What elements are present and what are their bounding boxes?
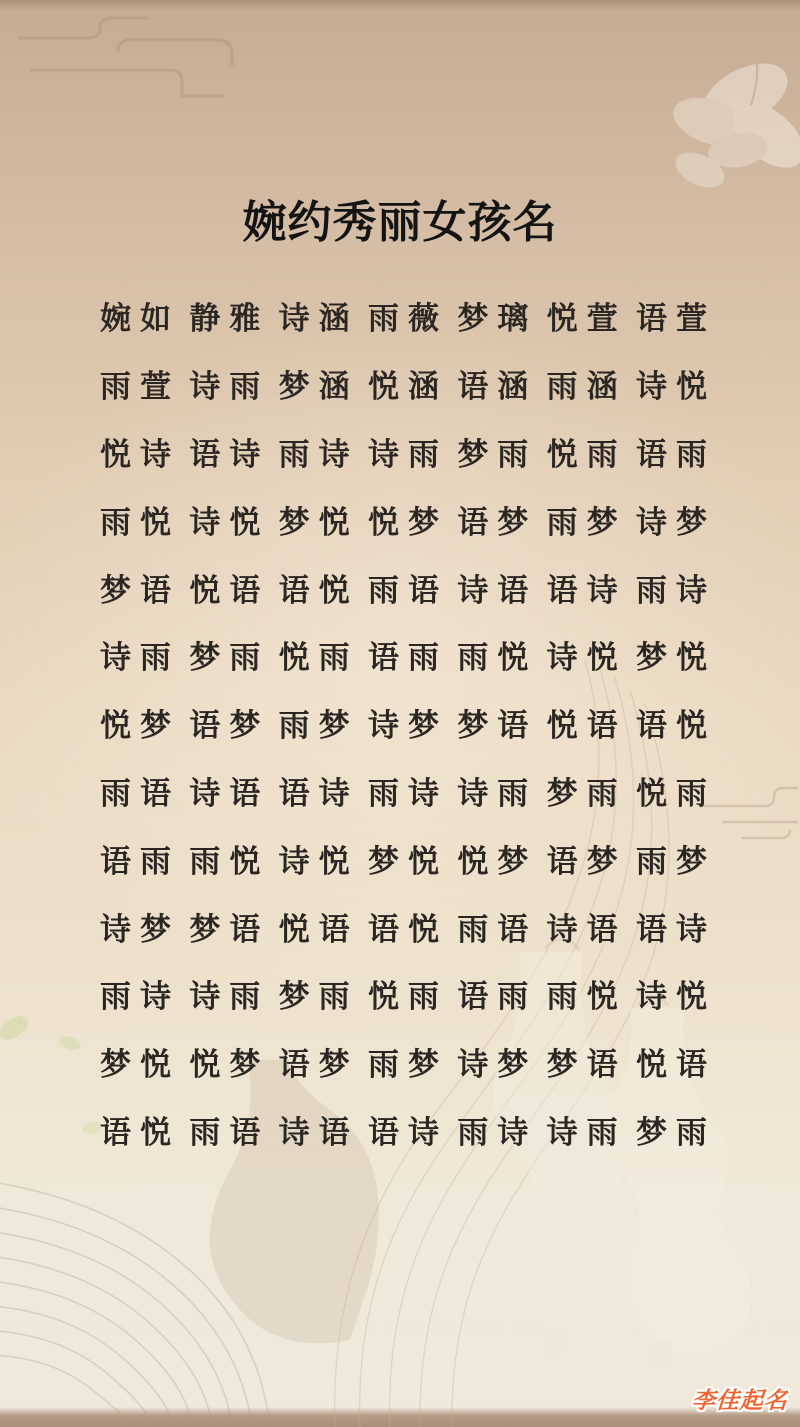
name-item: 梦悦 [100,1047,180,1083]
name-item: 雨萱 [100,369,180,405]
name-item: 梦语 [546,1047,627,1083]
name-item: 悦梦 [100,708,180,744]
name-item: 梦语 [457,708,538,744]
name-item: 雨梦 [367,1047,448,1083]
name-item: 梦语 [100,572,180,608]
name-item: 诗涵 [278,301,359,337]
name-item: 雨涵 [546,369,627,405]
name-item: 悦语 [189,572,270,608]
name-item: 语涵 [457,369,538,405]
name-item: 梦璃 [457,301,538,337]
name-item: 雨语 [189,1114,270,1150]
name-item: 雨梦 [278,708,359,744]
name-item: 语悦 [278,572,359,608]
name-item: 婉如 [100,301,180,337]
name-item: 雨诗 [278,436,359,472]
name-item: 悦雨 [635,775,716,811]
name-item: 雨悦 [546,979,627,1015]
name-item: 雨诗 [635,572,716,608]
leaf-icon [0,1011,103,1136]
name-item: 诗语 [546,911,627,947]
name-row [100,553,716,621]
name-row [100,757,716,825]
name-item: 诗悦 [635,979,716,1015]
name-item: 诗梦 [635,504,716,540]
name-item: 悦雨 [546,436,627,472]
name-item: 悦语 [546,708,627,744]
name-item: 诗雨 [189,979,270,1015]
name-item: 语雨 [457,979,538,1015]
name-item: 悦诗 [100,436,180,472]
name-row [100,282,716,350]
name-item: 语梦 [546,843,627,879]
name-item: 悦梦 [189,1047,270,1083]
name-item: 语诗 [546,572,627,608]
name-item: 语梦 [189,708,270,744]
name-item: 悦梦 [457,843,538,879]
name-item: 诗语 [189,775,270,811]
name-item: 悦语 [278,911,359,947]
name-row [100,960,716,1028]
name-item: 语悦 [100,1114,180,1150]
name-item: 诗梦 [457,1047,538,1083]
name-row [100,689,716,757]
name-item: 雨梦 [546,504,627,540]
name-row [100,418,716,486]
name-item: 梦悦 [635,640,716,676]
name-item: 诗雨 [457,775,538,811]
name-item: 语悦 [367,911,448,947]
name-item: 语诗 [189,436,270,472]
name-item: 诗悦 [189,504,270,540]
name-item: 语梦 [278,1047,359,1083]
name-item: 诗雨 [367,436,448,472]
name-item: 梦雨 [635,1114,716,1150]
name-item: 悦涵 [367,369,448,405]
cloud-scroll-icon [18,18,232,96]
name-item: 诗悦 [278,843,359,879]
name-item: 诗雨 [100,640,180,676]
name-item: 诗语 [457,572,538,608]
name-item: 悦雨 [367,979,448,1015]
name-item: 梦雨 [546,775,627,811]
name-item: 梦雨 [278,979,359,1015]
name-item: 语诗 [278,775,359,811]
name-row [100,1028,716,1096]
name-item: 语诗 [635,911,716,947]
page-title: 婉约秀丽女孩名 [242,198,558,247]
name-item: 雨梦 [635,843,716,879]
name-item: 静雅 [189,301,270,337]
name-item: 雨语 [367,572,448,608]
name-item: 语萱 [635,301,716,337]
name-row [100,350,716,418]
name-item: 诗语 [278,1114,359,1150]
name-item: 梦涵 [278,369,359,405]
name-item: 雨诗 [457,1114,538,1150]
name-item: 诗梦 [367,708,448,744]
name-item: 梦雨 [189,640,270,676]
name-item: 语诗 [367,1114,448,1150]
name-item: 语雨 [635,436,716,472]
watermark-logo: 李佳起名 [690,1387,789,1413]
name-item: 雨悦 [457,640,538,676]
name-item: 悦梦 [367,504,448,540]
name-item: 雨诗 [367,775,448,811]
name-row [100,892,716,960]
name-item: 雨语 [457,911,538,947]
name-item: 诗悦 [635,369,716,405]
name-item: 雨悦 [189,843,270,879]
name-row [100,621,716,689]
name-item: 雨诗 [100,979,180,1015]
name-item: 诗梦 [100,911,180,947]
name-item: 雨悦 [100,504,180,540]
name-item: 语梦 [457,504,538,540]
name-item: 梦语 [189,911,270,947]
name-item: 梦悦 [367,843,448,879]
magnolia-flower-icon [667,45,800,195]
name-item: 悦雨 [278,640,359,676]
name-item: 悦语 [635,1047,716,1083]
name-row [100,485,716,553]
name-item: 语雨 [100,843,180,879]
name-item: 雨薇 [367,301,448,337]
name-row [100,824,716,892]
name-row [100,1096,716,1164]
name-item: 雨语 [100,775,180,811]
name-item: 诗雨 [546,1114,627,1150]
name-item: 梦雨 [457,436,538,472]
name-item: 悦萱 [546,301,627,337]
names-grid [100,282,716,1163]
name-item: 诗雨 [189,369,270,405]
name-item: 语悦 [635,708,716,744]
name-item: 梦悦 [278,504,359,540]
name-item: 诗悦 [546,640,627,676]
name-item: 语雨 [367,640,448,676]
